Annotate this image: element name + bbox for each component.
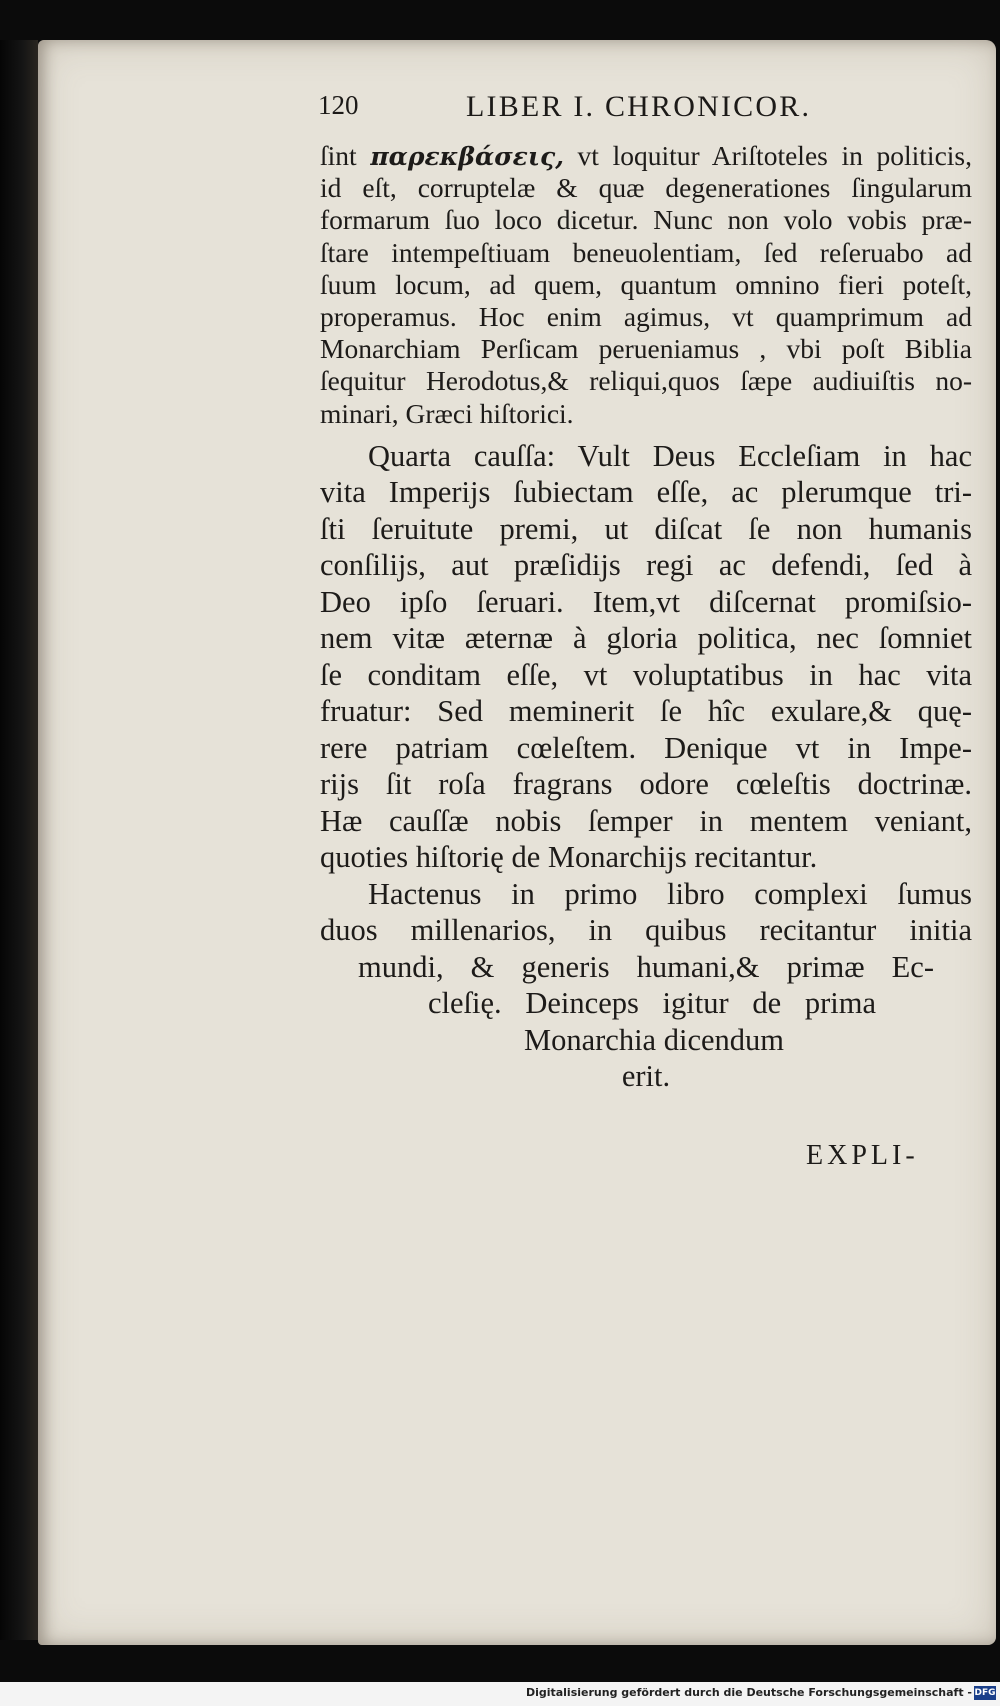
text-line: Monarchiam Perſicam perueniamus , vbi poſt Biblia [320, 333, 972, 365]
text-line: mundi, & generis humani,& primæ Ec- [358, 949, 934, 984]
text-line: erit. [621, 1059, 671, 1094]
line-end: vt loquitur Ariſtoteles in politicis, [563, 140, 972, 171]
text-line: formarum ſuo loco dicetur. Nunc non volo vobis præ- [320, 204, 972, 236]
text-line: ſti ſeruitute premi, ut diſcat ſe non humanis [320, 511, 972, 546]
text-line: ſtare intempeſtiuam beneuolentiam, ſed reſeruabo ad [320, 236, 972, 268]
text-line: ſe conditam eſſe, vt voluptatibus in hac vita [320, 657, 972, 692]
text-line: Deo ipſo ſeruari. Item,vt diſcernat promiſsio- [320, 584, 972, 619]
text-block [320, 140, 972, 1095]
text-line: rijs ſit roſa fragrans odore cœleſtis doctrinæ. [320, 767, 972, 802]
text-line: minari, Græci hiſtorici. [320, 397, 574, 429]
text-line: id eſt, corruptelæ & quæ degenerationes ſingularum [320, 172, 972, 204]
text-line: ſequitur Herodotus,& reliqui,quos ſæpe audiuiſtis no- [320, 365, 972, 397]
text-line: quoties hiſtorię de Monarchijs recitantur. [320, 840, 818, 875]
funding-credit: Digitalisierung gefördert durch die Deutsche Forschungsgemeinschaft - [525, 1686, 972, 1699]
text-line: nem vitæ æternæ à gloria politica, nec ſomniet [320, 621, 972, 656]
running-title: LIBER I. CHRONICOR. [466, 90, 812, 123]
page-number: 120 [318, 90, 359, 120]
catchword: EXPLI- [806, 1140, 919, 1171]
paragraph-3 [320, 876, 972, 1095]
text-line: vita Imperijs ſubiectam eſſe, ac plerumque tri- [320, 475, 972, 510]
text-line: Hæ cauſſæ nobis ſemper in mentem veniant, [320, 803, 972, 838]
text-line: conſilijs, aut præſidijs regi ac defendi, ſed à [320, 548, 972, 583]
digitization-footer [0, 1682, 1000, 1706]
text-line: Hactenus in primo libro complexi ſumus [368, 876, 972, 911]
page-header [318, 90, 878, 126]
text-line: Monarchia dicendum [523, 1022, 784, 1057]
text-line: rere patriam cœleſtem. Denique vt in Impe- [320, 730, 972, 765]
text-line: properamus. Hoc enim agimus, vt quamprimum ad [320, 300, 972, 332]
greek-word: παρεκβάσεις, [370, 142, 564, 171]
dfg-logo: DFG [974, 1688, 996, 1698]
spine-edge [0, 40, 38, 1640]
text-line [320, 140, 972, 172]
paragraph-1 [320, 140, 972, 430]
paragraph-2 [320, 438, 972, 876]
text-line: duos millenarios, in quibus recitantur initia [320, 913, 972, 948]
text-line: Quarta cauſſa: Vult Deus Eccleſiam in hac [368, 438, 972, 473]
text-line: fruatur: Sed meminerit ſe hîc exulare,& quę- [320, 694, 972, 729]
text-line: cleſię. Deinceps igitur de prima [428, 986, 876, 1021]
text-line: ſuum locum, ad quem, quantum omnino fieri poteſt, [320, 268, 972, 300]
line-start: ſint [320, 140, 371, 171]
